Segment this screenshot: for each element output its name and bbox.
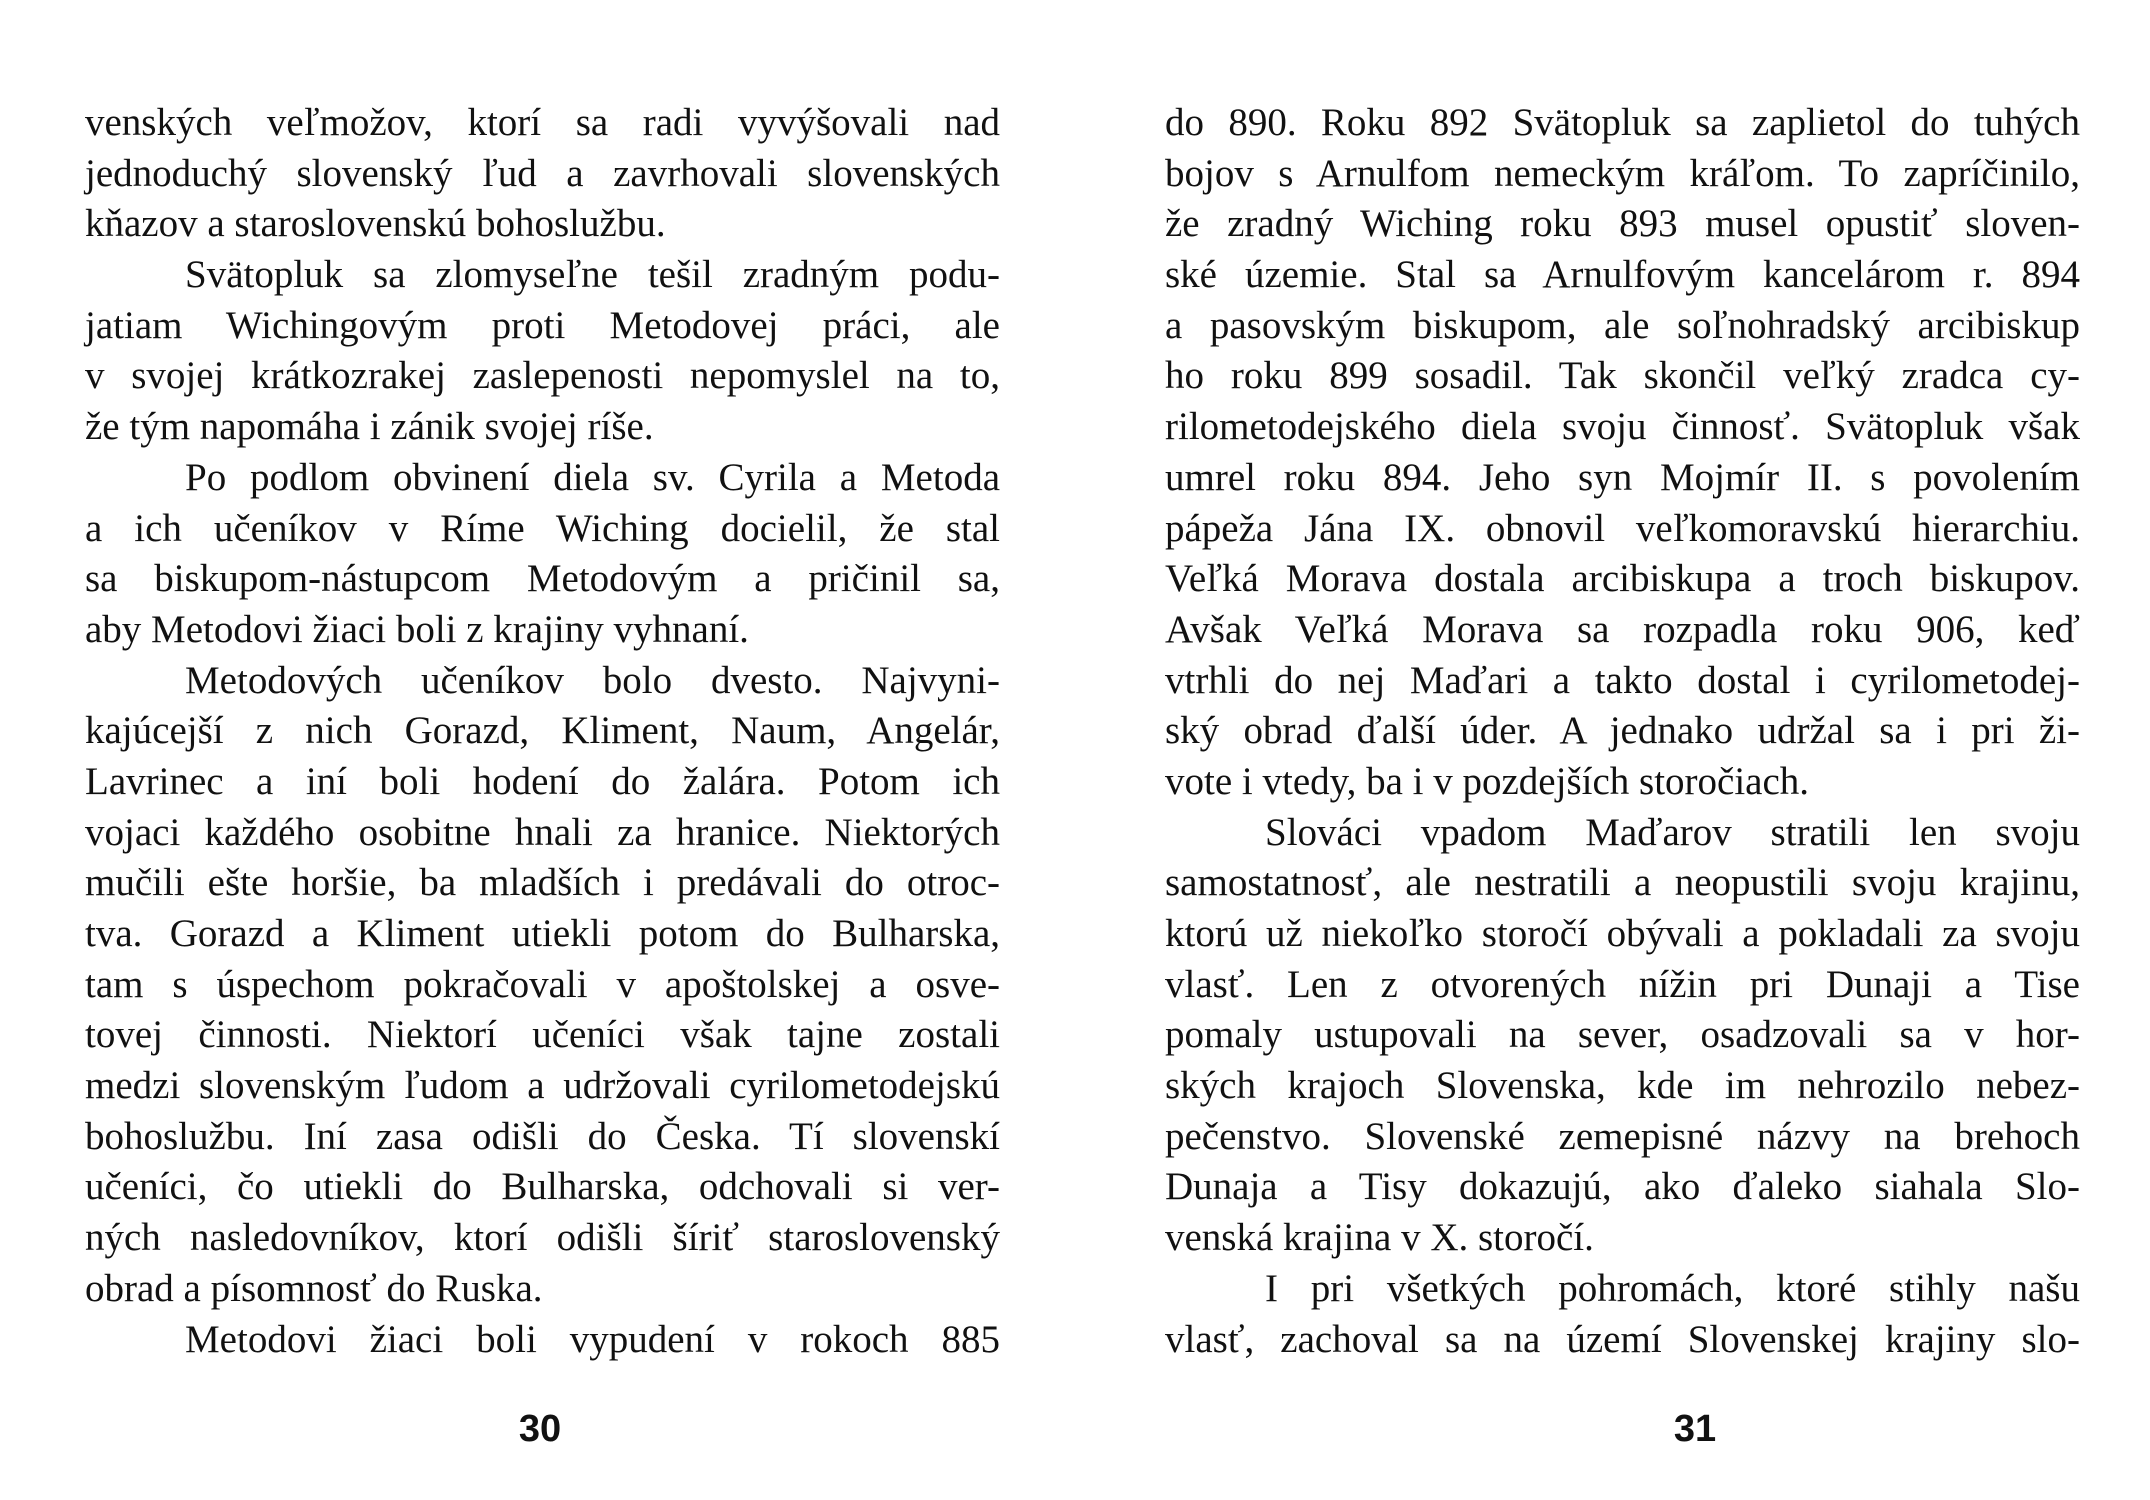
page-number-right: 31 xyxy=(1673,1408,1717,1450)
text-line: Veľká Morava dostala arcibiskupa a troch biskupov. xyxy=(1165,557,2080,601)
text-line: rilometodejského diela svoju činnosť. Svätopluk však xyxy=(1165,405,2080,449)
text-line: kňazov a staroslovenskú bohoslužbu. xyxy=(85,202,666,246)
text-line: tva. Gorazd a Kliment utiekli potom do Bulharska, xyxy=(85,912,1000,955)
text-line: tam s úspechom pokračovali v apoštolskej a osve- xyxy=(85,962,1000,1006)
text-line: Lavrinec a iní boli hodení do žalára. Potom ich xyxy=(85,759,1000,803)
text-line: ský obrad ďalší úder. A jednako udržal sa i pri ži- xyxy=(1165,709,2080,753)
text-line: Po podlom obvinení diela sv. Cyrila a Metoda xyxy=(185,455,1000,499)
text-line: I pri všetkých pohromách, ktoré stihly našu xyxy=(1265,1266,2080,1310)
text-line: Dunaja a Tisy dokazujú, ako ďaleko siahala Slo- xyxy=(1165,1165,2080,1209)
left-page-text xyxy=(85,98,1000,1365)
text-line: v svojej krátkozrakej zaslepenosti nepomyslel na to, xyxy=(85,354,1000,398)
text-line: samostatnosť, ale nestratili a neopustili svoju krajinu, xyxy=(1165,861,2080,905)
text-line: Avšak Veľká Morava sa rozpadla roku 906, keď xyxy=(1165,607,2080,651)
page-number-left: 30 xyxy=(518,1408,562,1450)
text-line: a ich učeníkov v Ríme Wiching docielil, že stal xyxy=(85,506,1000,550)
text-line: jatiam Wichingovým proti Metodovej práci, ale xyxy=(85,303,1000,347)
right-page xyxy=(1075,0,2150,1500)
text-line: ktorú už niekoľko storočí obývali a pokladali za svoju xyxy=(1165,912,2080,955)
text-line: ské územie. Stal sa Arnulfovým kancelárom r. 894 xyxy=(1165,253,2080,297)
text-line: vote i vtedy, ba i v pozdejších storočiach. xyxy=(1165,759,1810,803)
text-line: ných nasledovníkov, ktorí odišli šíriť staroslovenský xyxy=(85,1216,1000,1260)
text-line: ských krajoch Slovenska, kde im nehrozilo nebez- xyxy=(1165,1064,2080,1108)
text-line: tovej činnosti. Niektorí učeníci však tajne zostali xyxy=(85,1013,1000,1057)
text-line: bojov s Arnulfom nemeckým kráľom. To zapríčinilo, xyxy=(1165,151,2080,195)
text-line: že tým napomáha i zánik svojej ríše. xyxy=(85,405,654,449)
text-line: jednoduchý slovenský ľud a zavrhovali slovenských xyxy=(85,151,1000,195)
text-line: Metodových učeníkov bolo dvesto. Najvyni- xyxy=(185,658,1000,702)
text-line: že zradný Wiching roku 893 musel opustiť sloven- xyxy=(1165,202,2080,246)
right-page-text xyxy=(1165,98,2080,1365)
text-line: pečenstvo. Slovenské zemepisné názvy na brehoch xyxy=(1165,1114,2080,1158)
text-line: mučili ešte horšie, ba mladších i predávali do otroc- xyxy=(85,861,1000,905)
text-line: kajúcejší z nich Gorazd, Kliment, Naum, Angelár, xyxy=(85,709,1000,753)
text-line: sa biskupom-nástupcom Metodovým a pričinil sa, xyxy=(85,557,1000,601)
text-line: vojaci každého osobitne hnali za hranice. Niektorých xyxy=(85,810,1000,854)
text-line: obrad a písomnosť do Ruska. xyxy=(85,1266,543,1310)
text-line: Slováci vpadom Maďarov stratili len svoju xyxy=(1265,810,2080,854)
text-line: vlasť, zachoval sa na území Slovenskej krajiny slo- xyxy=(1165,1317,2080,1361)
text-line: do 890. Roku 892 Svätopluk sa zaplietol do tuhých xyxy=(1165,101,2080,144)
text-line: Svätopluk sa zlomyseľne tešil zradným podu- xyxy=(185,253,1000,297)
text-line: vtrhli do nej Maďari a takto dostal i cyrilometodej- xyxy=(1165,658,2080,702)
text-line: učeníci, čo utiekli do Bulharska, odchovali si ver- xyxy=(85,1165,1000,1209)
text-line: ho roku 899 sosadil. Tak skončil veľký zradca cy- xyxy=(1165,354,2080,398)
text-line: vlasť. Len z otvorených nížin pri Dunaji a Tise xyxy=(1165,962,2080,1006)
text-line: venská krajina v X. storočí. xyxy=(1165,1216,1594,1260)
text-line: a pasovským biskupom, ale soľnohradský arcibiskup xyxy=(1165,303,2080,347)
text-line: venských veľmožov, ktorí sa radi vyvýšovali nad xyxy=(85,101,1000,144)
text-line: Metodovi žiaci boli vypudení v rokoch 885 xyxy=(185,1317,1000,1361)
text-line: umrel roku 894. Jeho syn Mojmír II. s povolením xyxy=(1165,455,2080,499)
text-line: aby Metodovi žiaci boli z krajiny vyhnaní. xyxy=(85,607,749,651)
text-line: pomaly ustupovali na sever, osadzovali sa v hor- xyxy=(1165,1013,2080,1057)
text-line: pápeža Jána IX. obnovil veľkomoravskú hierarchiu. xyxy=(1165,506,2080,550)
text-line: medzi slovenským ľudom a udržovali cyrilometodejskú xyxy=(85,1064,1000,1108)
text-line: bohoslužbu. Iní zasa odišli do Česka. Tí slovenskí xyxy=(85,1114,1000,1158)
